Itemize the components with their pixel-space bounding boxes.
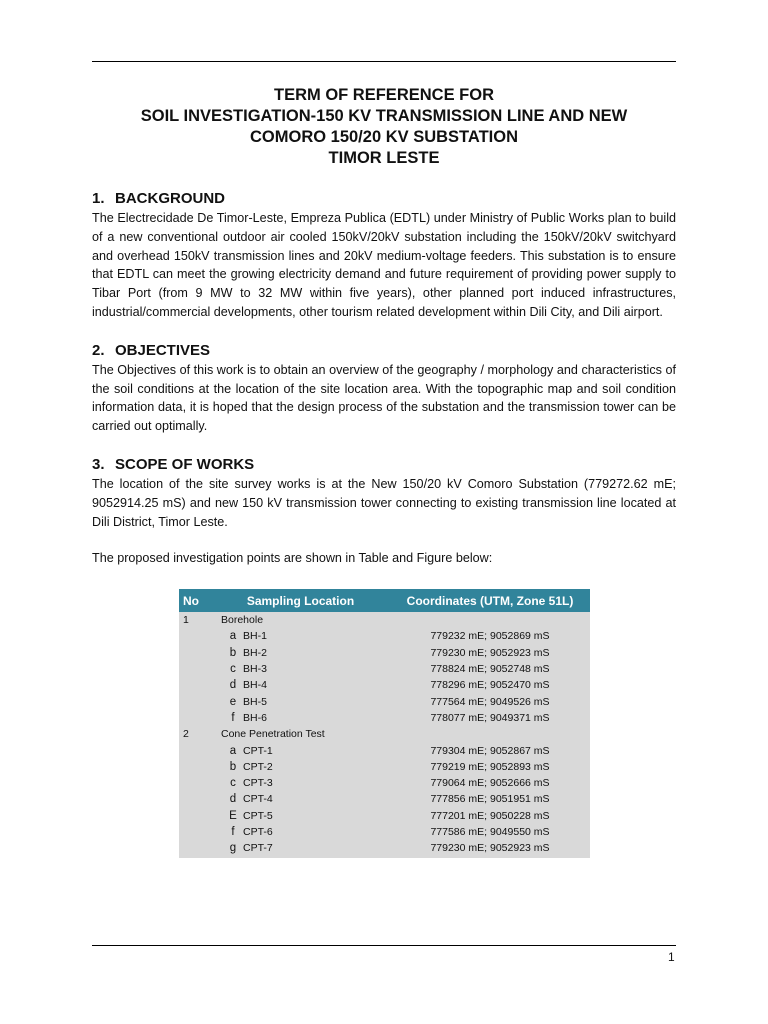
table-row xyxy=(179,824,590,840)
row-sub-index: f xyxy=(231,711,235,724)
section-title: BACKGROUND xyxy=(115,190,225,207)
row-location: CPT-1 xyxy=(243,744,273,757)
row-sub-index: f xyxy=(231,826,235,839)
title-line-2: SOIL INVESTIGATION-150 KV TRANSMISSION LINE AND NEW xyxy=(140,107,628,125)
section-number: 2. xyxy=(92,341,105,359)
group-name: Cone Penetration Test xyxy=(221,728,325,741)
title-line-1: TERM OF REFERENCE FOR xyxy=(273,86,494,104)
row-number-empty xyxy=(179,628,211,644)
row-sub-index: e xyxy=(229,695,237,708)
column-header-no: No xyxy=(179,589,211,612)
row-location: CPT-3 xyxy=(243,777,273,790)
row-coordinates: 778296 mE; 9052470 mS xyxy=(430,679,550,692)
investigation-points-table xyxy=(179,589,590,856)
row-sub-index: g xyxy=(229,842,237,855)
table-row xyxy=(179,661,590,677)
row-location: CPT-2 xyxy=(243,760,273,773)
table-row xyxy=(179,791,590,807)
scope-paragraph-2: The proposed investigation points are shown in Table and Figure below: xyxy=(92,551,493,566)
table-group-row xyxy=(179,726,590,742)
background-paragraph: The Electrecidade De Timor-Leste, Empreza Publica (EDTL) under Ministry of Public Works plan to build of a new conventional outdoor air cooled 150kV/20kV substation including the 150kV/20kV switchyard and overhead 150kV transmission lines and 20kV medium-voltage feeders. This substation is to ensure that EDTL can meet the growing electricity demand and future requirement of providing power supply to Tibar Port (from 9 MW to 32 MW within five years), other planned port induced infrastructures, industrial/commercial developments, other tourism related development within Dili City, and Dili airport. xyxy=(92,211,676,319)
table-header-row xyxy=(179,589,590,612)
table-row xyxy=(179,710,590,726)
section-number: 3. xyxy=(92,455,105,473)
row-number-empty xyxy=(179,791,211,807)
group-number: 2 xyxy=(183,728,189,741)
title-line-3: COMORO 150/20 KV SUBSTATION xyxy=(249,128,519,146)
document-body xyxy=(92,85,676,858)
row-coordinates: 779064 mE; 9052666 mS xyxy=(430,777,550,790)
row-number-empty xyxy=(179,840,211,856)
row-location: BH-6 xyxy=(243,711,267,724)
row-sub-index: c xyxy=(230,777,236,790)
row-number-empty xyxy=(179,645,211,661)
table-row xyxy=(179,808,590,824)
table-row xyxy=(179,759,590,775)
row-sub-index: c xyxy=(230,663,236,676)
row-number-empty xyxy=(179,661,211,677)
table-group-row xyxy=(179,612,590,628)
table-row xyxy=(179,775,590,791)
group-coordinates-empty xyxy=(390,726,590,742)
row-location: BH-5 xyxy=(243,695,267,708)
table-row xyxy=(179,628,590,644)
title-line-4: TIMOR LESTE xyxy=(328,149,440,167)
row-number-empty xyxy=(179,759,211,775)
row-location: BH-4 xyxy=(243,679,267,692)
row-location: CPT-5 xyxy=(243,809,273,822)
section-heading-scope xyxy=(92,455,676,475)
row-coordinates: 777564 mE; 9049526 mS xyxy=(430,695,550,708)
row-location: CPT-7 xyxy=(243,842,273,855)
row-coordinates: 779232 mE; 9052869 mS xyxy=(430,630,550,643)
section-scope xyxy=(92,455,676,568)
section-objectives xyxy=(92,341,676,436)
row-sub-index: b xyxy=(229,760,237,773)
row-sub-index: d xyxy=(229,793,237,806)
row-coordinates: 777201 mE; 9050228 mS xyxy=(430,809,550,822)
group-name: Borehole xyxy=(221,614,264,627)
row-number-empty xyxy=(179,824,211,840)
row-location: BH-2 xyxy=(243,646,267,659)
page-number: 1 xyxy=(668,950,675,964)
table-row xyxy=(179,840,590,856)
group-coordinates-empty xyxy=(390,612,590,628)
column-header-coordinates: Coordinates (UTM, Zone 51L) xyxy=(390,589,590,612)
row-coordinates: 779304 mE; 9052867 mS xyxy=(430,744,550,757)
group-number: 1 xyxy=(183,614,189,627)
row-coordinates: 778077 mE; 9049371 mS xyxy=(430,711,550,724)
row-sub-index: d xyxy=(229,679,237,692)
section-background xyxy=(92,189,676,322)
row-number-empty xyxy=(179,710,211,726)
section-title: OBJECTIVES xyxy=(115,341,211,359)
section-number: 1. xyxy=(92,190,105,207)
table-row xyxy=(179,645,590,661)
column-header-location: Sampling Location xyxy=(211,589,390,612)
document-title xyxy=(92,85,676,169)
row-location: CPT-4 xyxy=(243,793,273,806)
row-coordinates: 777856 mE; 9051951 mS xyxy=(430,793,550,806)
row-location: BH-3 xyxy=(243,663,267,676)
row-sub-index: E xyxy=(229,809,237,822)
row-coordinates: 777586 mE; 9049550 mS xyxy=(430,826,550,839)
investigation-points-table-wrap xyxy=(179,589,590,857)
row-sub-index: b xyxy=(229,646,237,659)
row-number-empty xyxy=(179,775,211,791)
header-rule xyxy=(92,61,676,62)
section-heading-background xyxy=(92,189,676,209)
scope-paragraph: The location of the site survey works is at the New 150/20 kV Comoro Substation (779272.62 mE; 9052914.25 mS) and new 150 kV transmission tower connecting to existing transmission line located at Dili District, Timor Leste. xyxy=(92,476,676,529)
section-title: SCOPE OF WORKS xyxy=(115,455,255,473)
row-sub-index: a xyxy=(229,744,237,757)
objectives-paragraph: The Objectives of this work is to obtain an overview of the geography / morphology and characteristics of the soil conditions at the location of the site location area. With the topographic map and soil condition information data, it is hoped that the design process of the substation and the transmission tower can be carried out optimally. xyxy=(92,362,676,434)
row-number-empty xyxy=(179,677,211,693)
table-body xyxy=(179,612,590,856)
row-location: BH-1 xyxy=(243,630,267,643)
row-location: CPT-6 xyxy=(243,826,273,839)
row-number-empty xyxy=(179,808,211,824)
table-row xyxy=(179,677,590,693)
row-coordinates: 779219 mE; 9052893 mS xyxy=(430,760,550,773)
row-number-empty xyxy=(179,743,211,759)
row-coordinates: 778824 mE; 9052748 mS xyxy=(430,663,550,676)
row-number-empty xyxy=(179,694,211,710)
row-coordinates: 779230 mE; 9052923 mS xyxy=(430,646,550,659)
footer-rule xyxy=(92,945,676,946)
table-row xyxy=(179,694,590,710)
section-heading-objectives xyxy=(92,341,676,361)
row-coordinates: 779230 mE; 9052923 mS xyxy=(430,842,550,855)
table-row xyxy=(179,743,590,759)
row-sub-index: a xyxy=(229,630,237,643)
